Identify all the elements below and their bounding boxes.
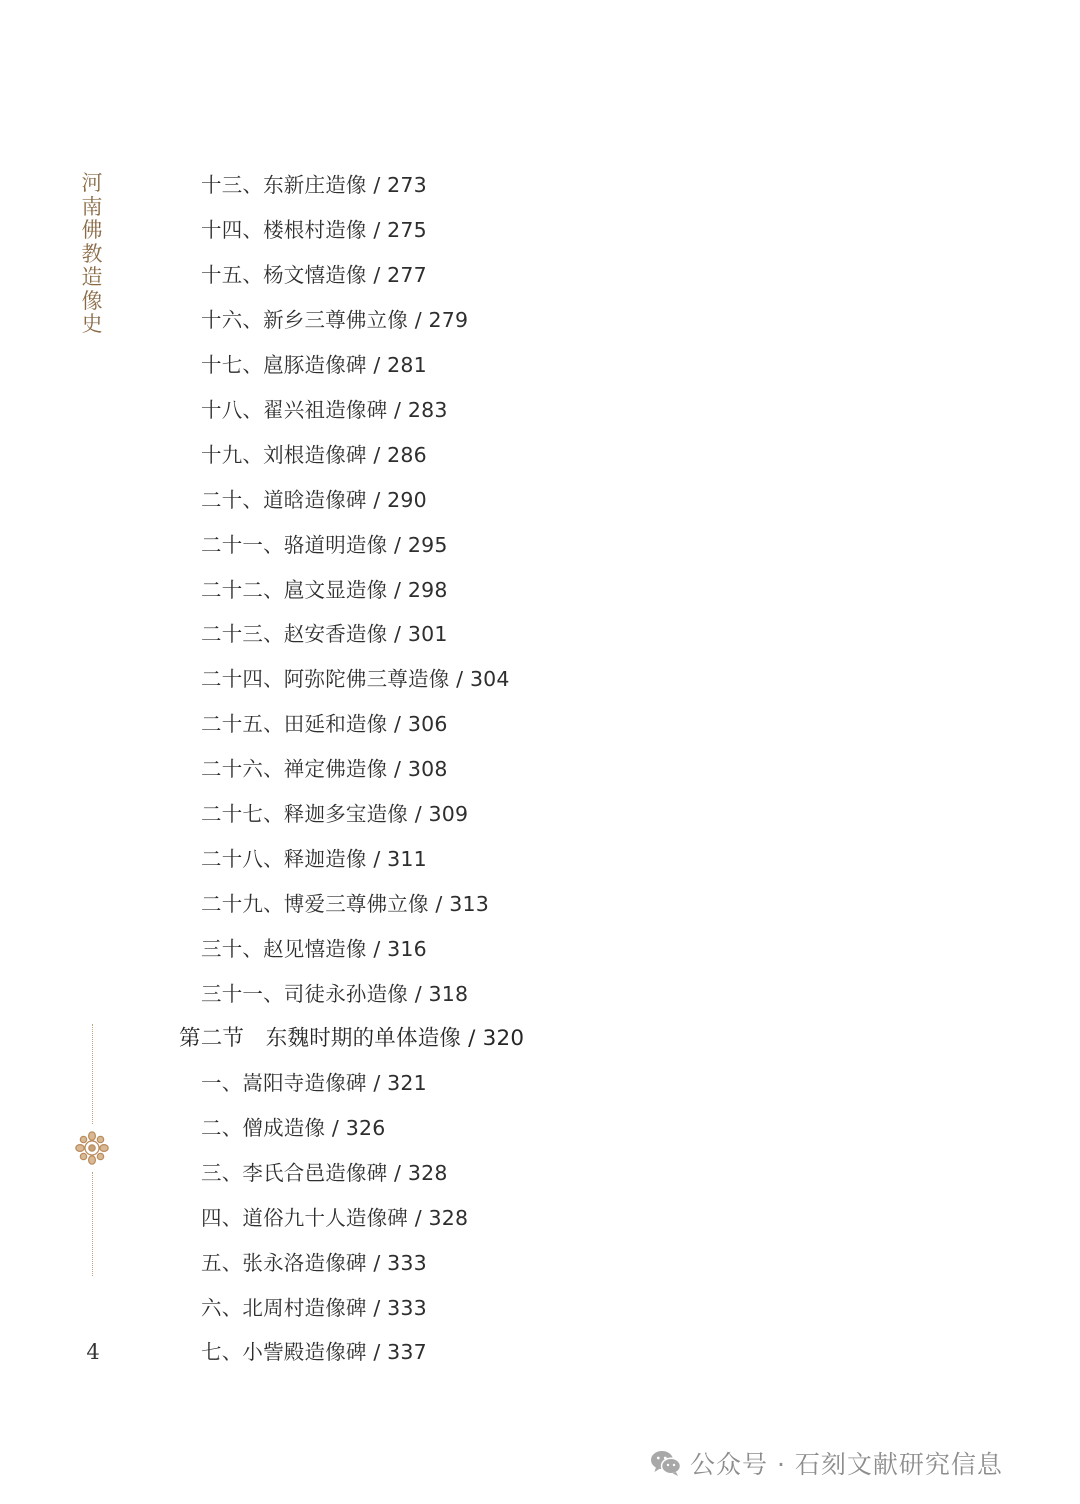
toc-entry: 十三、东新庄造像 / 273 xyxy=(201,173,427,197)
toc-entry: 二十八、释迦造像 / 311 xyxy=(201,847,427,871)
toc-entry: 三十、赵见憘造像 / 316 xyxy=(201,937,427,961)
toc-entry: 十八、翟兴祖造像碑 / 283 xyxy=(201,398,448,422)
toc-entry: 三十一、司徒永孙造像 / 318 xyxy=(201,982,469,1006)
toc-entry: 二十二、扈文显造像 / 298 xyxy=(201,578,448,602)
toc-entry: 十七、扈豚造像碑 / 281 xyxy=(201,353,427,377)
toc-entry: 十六、新乡三尊佛立像 / 279 xyxy=(201,308,469,332)
toc-entry: 十四、楼根村造像 / 275 xyxy=(201,218,427,242)
toc-entry: 二十四、阿弥陀佛三尊造像 / 304 xyxy=(201,667,510,691)
wechat-icon xyxy=(650,1448,682,1478)
watermark xyxy=(650,1443,1003,1483)
page-number: 4 xyxy=(86,1340,100,1364)
toc-entry: 二十六、禅定佛造像 / 308 xyxy=(201,757,448,781)
toc-entry: 五、张永洛造像碑 / 333 xyxy=(201,1251,427,1275)
toc-entry: 十五、杨文憘造像 / 277 xyxy=(201,263,427,287)
toc-entry: 二、僧成造像 / 326 xyxy=(201,1116,386,1140)
running-title: 河南佛教造像史 xyxy=(81,171,103,336)
toc-entry: 六、北周村造像碑 / 333 xyxy=(201,1296,427,1320)
toc-entry: 二十、道晗造像碑 / 290 xyxy=(201,488,427,512)
toc-entry: 二十五、田延和造像 / 306 xyxy=(201,712,448,736)
watermark-text: 公众号 · 石刻文献研究信息 xyxy=(690,1450,1003,1479)
toc-entry: 二十一、骆道明造像 / 295 xyxy=(201,533,448,557)
toc-entry: 三、李氏合邑造像碑 / 328 xyxy=(201,1161,448,1185)
toc-section-heading: 第二节 东魏时期的单体造像 / 320 xyxy=(179,1026,525,1051)
toc-entry: 二十九、博爱三尊佛立像 / 313 xyxy=(201,892,489,916)
toc-entry: 一、嵩阳寺造像碑 / 321 xyxy=(201,1071,427,1095)
toc-entry: 四、道俗九十人造像碑 / 328 xyxy=(201,1206,469,1230)
toc-entry: 十九、刘根造像碑 / 286 xyxy=(201,443,427,467)
toc-entry: 二十三、赵安香造像 / 301 xyxy=(201,622,448,646)
toc-entry: 二十七、释迦多宝造像 / 309 xyxy=(201,802,469,826)
toc-entry: 七、小訾殿造像碑 / 337 xyxy=(201,1340,427,1364)
